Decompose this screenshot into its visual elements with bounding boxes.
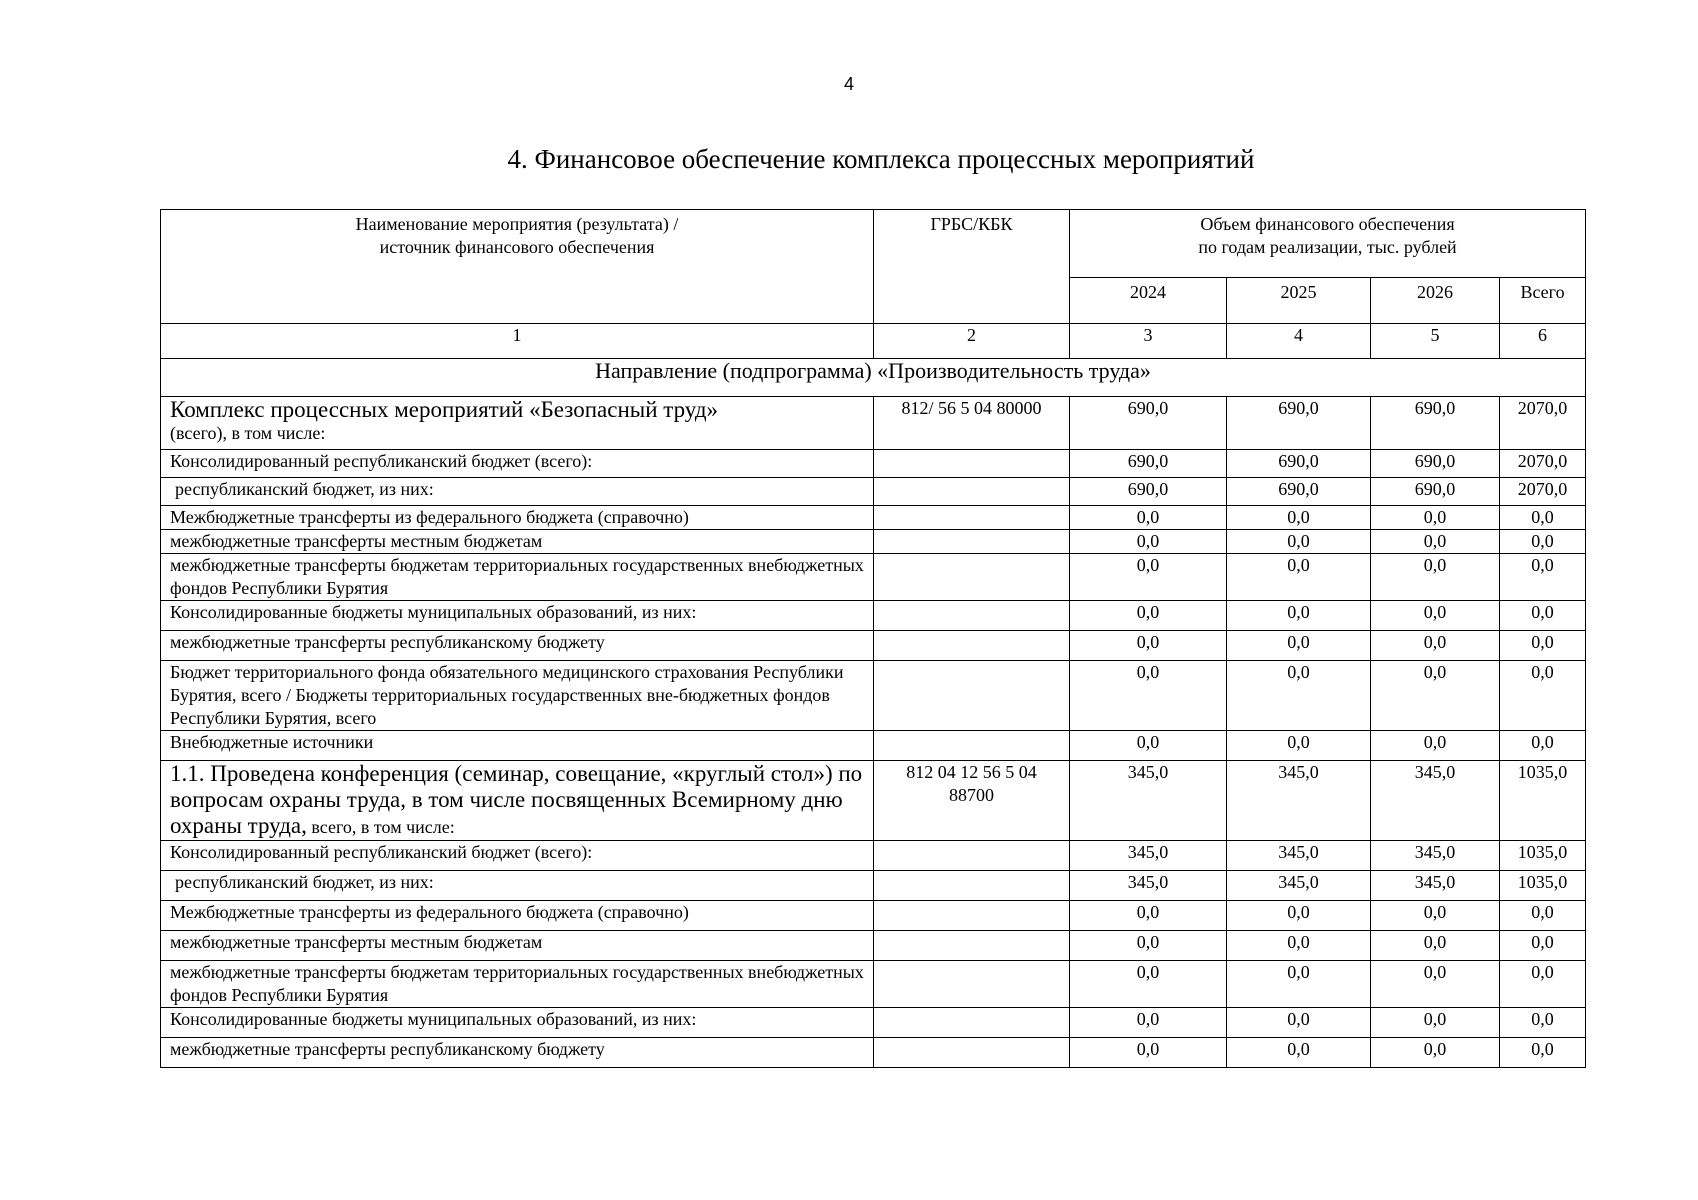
table-row	[161, 1008, 1586, 1038]
row-code	[874, 731, 1070, 761]
value-cell: 0,0	[1227, 731, 1371, 761]
index-cell: 3	[1070, 324, 1227, 359]
measure-name: 1.1. Проведена конференция (семинар, совещание, «круглый стол») по вопросам охраны труда, в том числе посвященных Всемирному дню охраны труда,	[170, 761, 863, 838]
table-row	[161, 1038, 1586, 1068]
value-cell: 2070,0	[1500, 478, 1586, 506]
value-cell: 0,0	[1500, 530, 1586, 554]
row-code	[874, 961, 1070, 1008]
section-row	[161, 359, 1586, 397]
value-cell: 0,0	[1070, 661, 1227, 731]
value-cell: 0,0	[1227, 601, 1371, 631]
table-row	[161, 601, 1586, 631]
value-cell: 690,0	[1371, 450, 1500, 478]
value-cell: 345,0	[1227, 761, 1371, 841]
value-cell: 0,0	[1227, 901, 1371, 931]
table-row	[161, 450, 1586, 478]
value-cell: 345,0	[1371, 871, 1500, 901]
table-row	[161, 506, 1586, 530]
value-cell: 1035,0	[1500, 761, 1586, 841]
row-name: республиканский бюджет, из них:	[161, 478, 874, 506]
header-volume-line1: Объем финансового обеспечения	[1200, 214, 1455, 234]
row-code	[874, 450, 1070, 478]
index-cell: 5	[1371, 324, 1500, 359]
measure-row	[161, 761, 1586, 841]
row-name: межбюджетные трансферты бюджетам территориальных государственных внебюджетных фондов Республики Бурятия	[161, 961, 874, 1008]
header-code-cell: ГРБС/КБК	[874, 210, 1070, 324]
financing-table	[160, 209, 1586, 1068]
row-code	[874, 506, 1070, 530]
row-name: межбюджетные трансферты местным бюджетам	[161, 931, 874, 961]
row-name: межбюджетные трансферты республиканскому бюджету	[161, 631, 874, 661]
value-cell: 345,0	[1070, 761, 1227, 841]
page-number: 4	[843, 74, 854, 94]
header-volume-cell	[1070, 210, 1586, 278]
value-cell: 0,0	[1500, 661, 1586, 731]
value-cell: 0,0	[1070, 1038, 1227, 1068]
measure-name-cell	[161, 761, 874, 841]
index-cell: 1	[161, 324, 874, 359]
value-cell: 0,0	[1371, 961, 1500, 1008]
value-cell: 0,0	[1371, 506, 1500, 530]
measure-code-line2: 88700	[949, 785, 994, 805]
value-cell: 0,0	[1070, 1008, 1227, 1038]
value-cell: 0,0	[1371, 1008, 1500, 1038]
value-cell: 0,0	[1500, 901, 1586, 931]
value-cell: 0,0	[1371, 931, 1500, 961]
value-cell: 0,0	[1371, 530, 1500, 554]
value-cell: 0,0	[1500, 961, 1586, 1008]
value-cell: 690,0	[1371, 397, 1500, 450]
value-cell: 0,0	[1070, 631, 1227, 661]
row-code	[874, 601, 1070, 631]
row-name: межбюджетные трансферты республиканскому бюджету	[161, 1038, 874, 1068]
value-cell: 0,0	[1070, 961, 1227, 1008]
value-cell: 0,0	[1500, 631, 1586, 661]
value-cell: 690,0	[1070, 450, 1227, 478]
table-row	[161, 731, 1586, 761]
table-row	[161, 530, 1586, 554]
value-cell: 0,0	[1500, 601, 1586, 631]
value-cell: 0,0	[1227, 931, 1371, 961]
value-cell: 690,0	[1070, 478, 1227, 506]
value-cell: 0,0	[1070, 601, 1227, 631]
value-cell: 0,0	[1371, 631, 1500, 661]
value-cell: 345,0	[1227, 841, 1371, 871]
value-cell: 690,0	[1227, 450, 1371, 478]
row-code	[874, 530, 1070, 554]
value-cell: 690,0	[1070, 397, 1227, 450]
value-cell: 0,0	[1371, 601, 1500, 631]
row-code	[874, 1038, 1070, 1068]
table-row	[161, 478, 1586, 506]
complex-name-cell	[161, 397, 874, 450]
value-cell: 2070,0	[1500, 397, 1586, 450]
row-name: Межбюджетные трансферты из федерального бюджета (справочно)	[161, 506, 874, 530]
document-title: 4. Финансовое обеспечение комплекса процессных мероприятий	[507, 144, 1255, 174]
value-cell: 0,0	[1070, 931, 1227, 961]
header-index-row	[161, 324, 1586, 359]
value-cell: 345,0	[1227, 871, 1371, 901]
value-cell: 0,0	[1371, 731, 1500, 761]
complex-code: 812/ 56 5 04 80000	[874, 397, 1070, 450]
header-name-line1: Наименование мероприятия (результата) /	[355, 214, 679, 234]
value-cell: 0,0	[1070, 901, 1227, 931]
index-cell: 4	[1227, 324, 1371, 359]
value-cell: 690,0	[1227, 397, 1371, 450]
row-name: Консолидированный республиканский бюджет (всего):	[161, 841, 874, 871]
row-name: Консолидированный республиканский бюджет (всего):	[161, 450, 874, 478]
row-code	[874, 841, 1070, 871]
row-code	[874, 661, 1070, 731]
value-cell: 0,0	[1371, 901, 1500, 931]
row-code	[874, 478, 1070, 506]
table-row	[161, 871, 1586, 901]
index-cell: 6	[1500, 324, 1586, 359]
value-cell: 0,0	[1227, 631, 1371, 661]
value-cell: 0,0	[1500, 554, 1586, 601]
section-title: Направление (подпрограмма) «Производительность труда»	[161, 359, 1586, 397]
header-year-2026: 2026	[1371, 278, 1500, 324]
value-cell: 0,0	[1227, 1008, 1371, 1038]
header-name-cell	[161, 210, 874, 324]
index-cell: 2	[874, 324, 1070, 359]
value-cell: 690,0	[1371, 478, 1500, 506]
value-cell: 0,0	[1070, 554, 1227, 601]
row-name: Межбюджетные трансферты из федерального бюджета (справочно)	[161, 901, 874, 931]
table-row	[161, 931, 1586, 961]
row-code	[874, 931, 1070, 961]
header-year-2024: 2024	[1070, 278, 1227, 324]
value-cell: 345,0	[1371, 761, 1500, 841]
value-cell: 0,0	[1500, 1008, 1586, 1038]
measure-code-cell	[874, 761, 1070, 841]
value-cell: 0,0	[1227, 961, 1371, 1008]
row-name: Бюджет территориального фонда обязательного медицинского страхования Республики Бурятия, всего / Бюджеты территориальных государственных вне-бюджетных фондов Республики Бурятия, всего	[161, 661, 874, 731]
value-cell: 0,0	[1227, 1038, 1371, 1068]
complex-row	[161, 397, 1586, 450]
row-code	[874, 871, 1070, 901]
table-row	[161, 901, 1586, 931]
header-total: Всего	[1500, 278, 1586, 324]
table-row	[161, 841, 1586, 871]
table-row	[161, 554, 1586, 601]
value-cell: 0,0	[1500, 506, 1586, 530]
value-cell: 0,0	[1227, 661, 1371, 731]
row-name: Внебюджетные источники	[161, 731, 874, 761]
value-cell: 0,0	[1371, 1038, 1500, 1068]
value-cell: 0,0	[1227, 530, 1371, 554]
measure-code-line1: 812 04 12 56 5 04	[906, 762, 1037, 782]
row-name: межбюджетные трансферты бюджетам территориальных государственных внебюджетных фондов Республики Бурятия	[161, 554, 874, 601]
value-cell: 0,0	[1227, 506, 1371, 530]
value-cell: 345,0	[1070, 841, 1227, 871]
header-name-line2: источник финансового обеспечения	[379, 237, 655, 257]
row-code	[874, 631, 1070, 661]
row-name: республиканский бюджет, из них:	[161, 871, 874, 901]
value-cell: 345,0	[1070, 871, 1227, 901]
row-name: Консолидированные бюджеты муниципальных образований, из них:	[161, 1008, 874, 1038]
value-cell: 2070,0	[1500, 450, 1586, 478]
value-cell: 0,0	[1070, 731, 1227, 761]
value-cell: 0,0	[1500, 1038, 1586, 1068]
value-cell: 1035,0	[1500, 871, 1586, 901]
table-row	[161, 631, 1586, 661]
value-cell: 690,0	[1227, 478, 1371, 506]
header-row	[161, 210, 1586, 278]
value-cell: 0,0	[1500, 731, 1586, 761]
value-cell: 0,0	[1070, 506, 1227, 530]
value-cell: 0,0	[1371, 661, 1500, 731]
row-code	[874, 554, 1070, 601]
value-cell: 345,0	[1371, 841, 1500, 871]
measure-name-sub: всего, в том числе:	[306, 817, 455, 837]
row-name: Консолидированные бюджеты муниципальных образований, из них:	[161, 601, 874, 631]
complex-name: Комплекс процессных мероприятий «Безопасный труд»	[170, 397, 719, 422]
row-code	[874, 1008, 1070, 1038]
row-name: межбюджетные трансферты местным бюджетам	[161, 530, 874, 554]
complex-name-sub: (всего), в том числе:	[170, 423, 326, 443]
header-volume-line2: по годам реализации, тыс. рублей	[1198, 237, 1457, 257]
table-row	[161, 961, 1586, 1008]
value-cell: 0,0	[1070, 530, 1227, 554]
value-cell: 0,0	[1227, 554, 1371, 601]
value-cell: 1035,0	[1500, 841, 1586, 871]
header-year-2025: 2025	[1227, 278, 1371, 324]
table-row	[161, 661, 1586, 731]
row-code	[874, 901, 1070, 931]
value-cell: 0,0	[1500, 931, 1586, 961]
value-cell: 0,0	[1371, 554, 1500, 601]
